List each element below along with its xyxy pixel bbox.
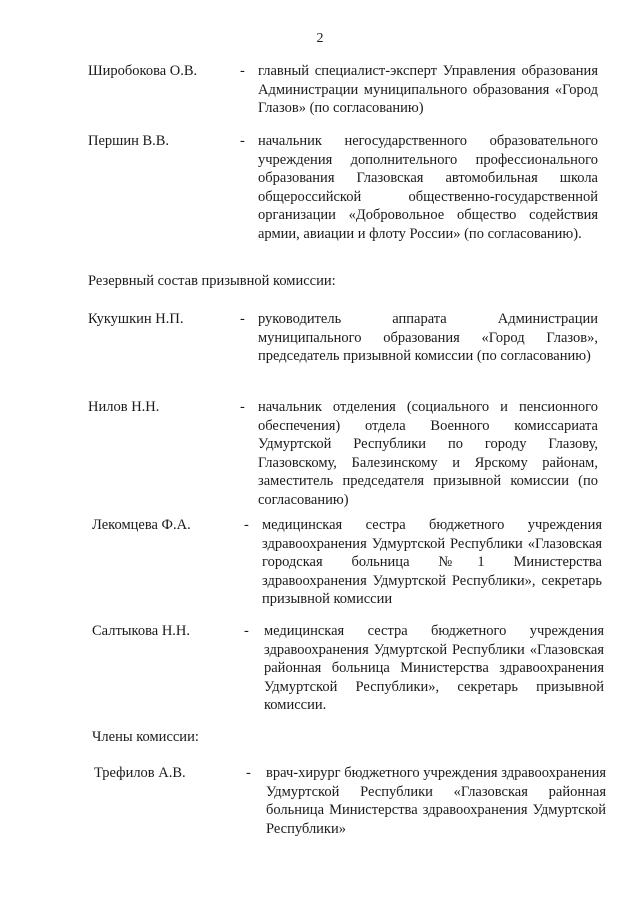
member-dash: - — [240, 399, 245, 415]
member-description: начальник отделения (социального и пенсионного обеспечения) отдела Военного комиссариата Удмуртской Республики по городу Глазову, Глазовскому, Балезинскому и Ярскому районам, заместитель председателя призывной комиссии (по согласованию) — [258, 399, 598, 508]
member-name: Лекомцева Ф.А. — [92, 517, 191, 533]
member-description: медицинская сестра бюджетного учреждения здравоохранения Удмуртской Республики «Глазовская городская больница №1 Министерства здравоохранения Удмуртской Республики», секретарь призывной комиссии — [262, 517, 602, 607]
member-dash: - — [240, 63, 245, 79]
member-description: руководитель аппарата Администрации муниципального образования «Город Глазов», председатель призывной комиссии (по согласованию) — [258, 311, 598, 364]
members-heading: Члены комиссии: — [92, 729, 199, 745]
page-number: 2 — [316, 31, 324, 46]
member-dash: - — [240, 311, 245, 327]
member-name: Нилов Н.Н. — [88, 399, 160, 415]
member-description: медицинская сестра бюджетного учреждения здравоохранения Удмуртской Республики «Глазовская районная больница Министерства здравоохранения Удмуртской Республики», секретарь призывной комиссии. — [264, 623, 604, 713]
member-description: главный специалист-эксперт Управления образования Администрации муниципального образования «Город Глазов» (по согласованию) — [258, 63, 598, 116]
member-name: Широбокова О.В. — [88, 63, 198, 79]
member-name: Першин В.В. — [88, 133, 170, 149]
member-dash: - — [240, 133, 245, 149]
member-description: начальник негосударственного образовательного учреждения дополнительного профессионального образования Глазовская автомобильная школа общероссийской общественно-государственной организации «Добровольное общество содействия армии, авиации и флоту России» (по согласованию). — [258, 133, 598, 242]
member-description: врач-хирург бюджетного учреждения здравоохранения Удмуртской Республики «Глазовская районная больница Министерства здравоохранения Удмуртской Республики» — [266, 765, 606, 837]
member-dash: - — [244, 623, 249, 639]
member-name: Салтыкова Н.Н. — [92, 623, 191, 639]
reserve-heading: Резервный состав призывной комиссии: — [88, 273, 336, 289]
member-dash: - — [244, 517, 249, 533]
member-name: Трефилов А.В. — [94, 765, 186, 781]
member-name: Кукушкин Н.П. — [88, 311, 184, 327]
member-dash: - — [246, 765, 251, 781]
